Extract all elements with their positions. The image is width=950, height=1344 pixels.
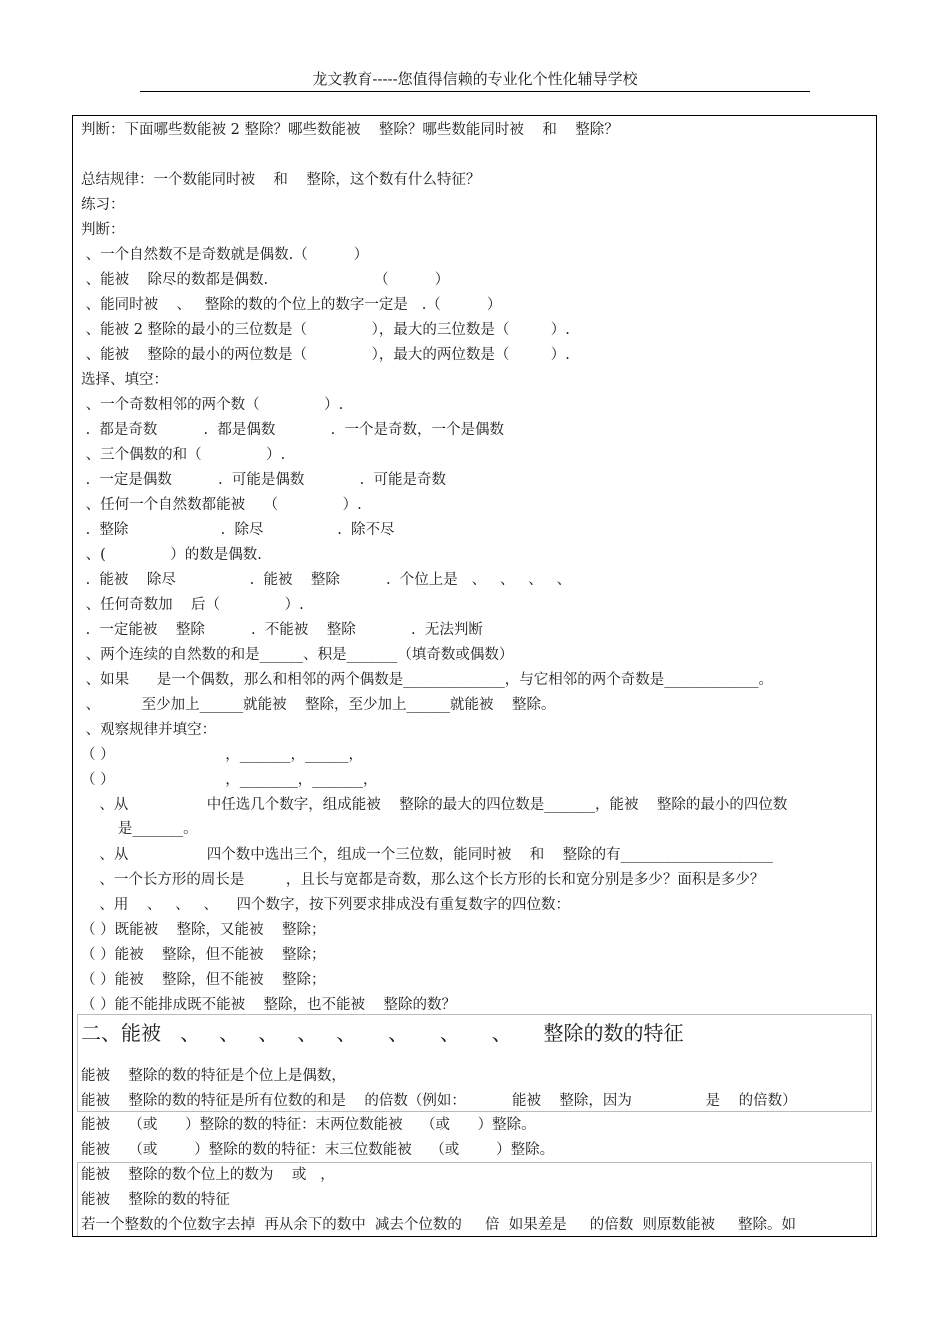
text-line: 、一个奇数相邻的两个数（ ）. (81, 397, 344, 413)
text-line: 、任何奇数加 后（ ）. (81, 597, 304, 613)
text-line: 练习： (81, 197, 125, 213)
text-line: 、一个自然数不是奇数就是偶数.（ ） (81, 247, 369, 263)
text-line: 、从 四个数中选出三个，组成一个三位数，能同时被 和 整除的有_____________________ (81, 847, 773, 863)
text-line: 、观察规律并填空： (81, 722, 217, 738)
text-line: （ ）能被 整除，但不能被 整除； (81, 947, 326, 963)
text-line: 能被 整除的数的特征 (81, 1192, 230, 1208)
section2-heading: 二、能被 、 、 、 、 、 、 、 、 整除的数的特征 (81, 1021, 684, 1045)
text-line: 、( ）的数是偶数. (81, 547, 262, 563)
text-line: 能被 （或 ）整除的数的特征：末三位数能被 （或 ）整除。 (81, 1142, 555, 1158)
text-line: 、三个偶数的和（ ）. (81, 447, 286, 463)
text-line: . 能被 除尽 . 能被 整除 . 个位上是 、 、 、 、 (81, 572, 572, 588)
text-line: 总结规律：一个数能同时被 和 整除，这个数有什么特征？ (81, 172, 481, 188)
text-line: 、从 中任选几个数字，组成能被 整除的最大的四位数是_______，能被 整除的最小的四位数 (81, 797, 788, 813)
text-line: 、一个长方形的周长是 ，且长与宽都是奇数，那么这个长方形的长和宽分别是多少？面积是多少？ (81, 872, 765, 888)
text-line: 、能被 整除的最小的两位数是（ ），最大的两位数是（ ）. (81, 347, 570, 363)
text-line: . 都是奇数 . 都是偶数 . 一个是奇数，一个是偶数 (81, 422, 504, 438)
text-line: . 整除 . 除尽 . 除不尽 (81, 522, 395, 538)
header-rule (140, 91, 810, 92)
text-line: 选择、填空： (81, 372, 168, 388)
text-line: 、两个连续的自然数的和是______、积是_______（填奇数或偶数） (81, 647, 514, 663)
text-line: 、用 、 、 、 四个数字，按下列要求排成没有重复数字的四位数： (81, 897, 570, 913)
text-line: 能被 （或 ）整除的数的特征：末两位数能被 （或 ）整除。 (81, 1117, 536, 1133)
text-line: （ ） ，________，_______， (81, 772, 378, 788)
text-line: （ ）能被 整除，但不能被 整除； (81, 972, 326, 988)
text-line: 、能同时被 、 整除的数的个位上的数字一定是 .（ ） (81, 297, 502, 313)
text-line: 、能被 除尽的数都是偶数. （ ） (81, 272, 450, 288)
text-line: （ ） ，_______，______， (81, 747, 363, 763)
text-line: 是_______。 (81, 821, 198, 837)
worksheet-box (72, 115, 877, 1237)
text-line: 判断：下面哪些数能被 2 整除？哪些数能被 整除？哪些数能同时被 和 整除？ (81, 122, 619, 138)
text-line: 若一个整数的个位数字去掉 再从余下的数中 减去个位数的 倍 如果差是 的倍数 则原数能被 整除。如 (81, 1217, 797, 1233)
text-line: 、 至少加上______就能被 整除，至少加上______就能被 整除。 (81, 697, 556, 713)
text-line: 、能被 2 整除的最小的三位数是（ ），最大的三位数是（ ）. (81, 322, 570, 338)
page-header-title: 龙文教育-----您值得信赖的专业化个性化辅导学校 (312, 70, 638, 88)
text-line: 能被 整除的数个位上的数为 或 ， (81, 1167, 335, 1183)
text-line: 能被 整除的数的特征是个位上是偶数， (81, 1068, 346, 1084)
text-line: （ ）既能被 整除，又能被 整除； (81, 922, 326, 938)
text-line: （ ）能不能排成既不能被 整除，也不能被 整除的数？ (81, 997, 456, 1013)
text-line: 能被 整除的数的特征是所有位数的和是 的倍数（例如： 能被 整除，因为 是 的倍数） (81, 1093, 797, 1109)
text-line: . 一定是偶数 . 可能是偶数 . 可能是奇数 (81, 472, 446, 488)
text-line: 判断： (81, 222, 125, 238)
text-line: . 一定能被 整除 . 不能被 整除 . 无法判断 (81, 622, 483, 638)
text-line: 、如果 是一个偶数，那么和相邻的两个偶数是______________，与它相邻的两个奇数是_____________。 (81, 672, 774, 688)
text-line: 、任何一个自然数都能被 （ ）. (81, 497, 362, 513)
